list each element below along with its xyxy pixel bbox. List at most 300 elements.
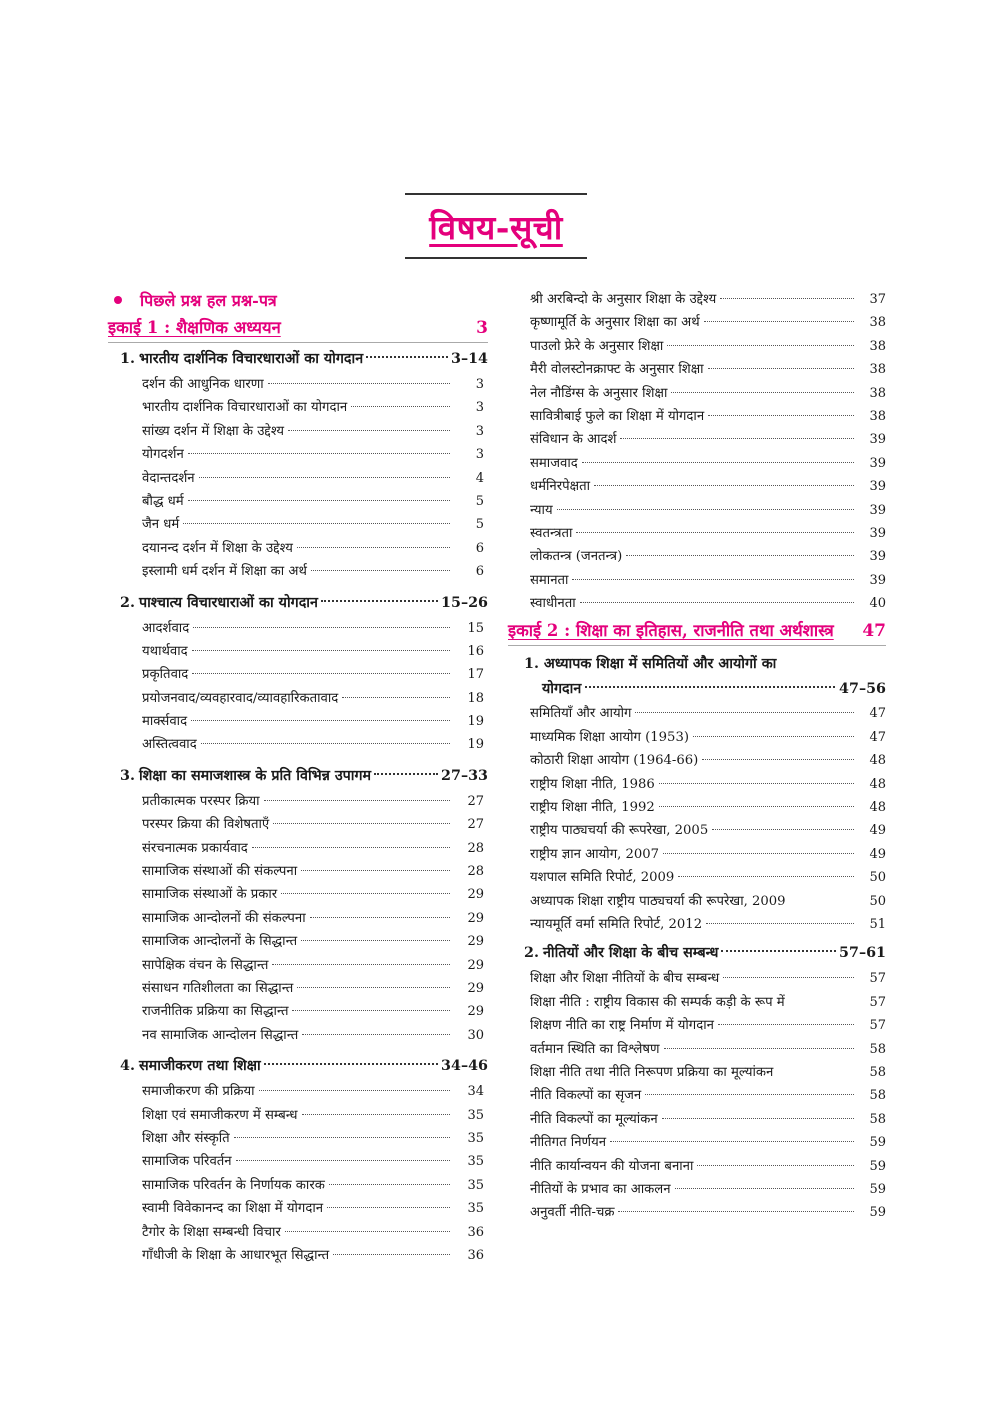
toc-entry-label: शिक्षा एवं समाजीकरण में सम्बन्ध [142, 1107, 298, 1123]
dot-leader [659, 783, 854, 784]
chapter-title: भारतीय दार्शनिक विचारधाराओं का योगदान [138, 351, 364, 367]
chapter-title-line2: योगदान [542, 681, 582, 698]
toc-entry-label: दयानन्द दर्शन में शिक्षा के उद्देश्य [142, 540, 293, 556]
chapter-page-range: 3–14 [451, 351, 488, 367]
unit-heading [508, 617, 886, 646]
dot-leader [302, 1114, 451, 1115]
dot-leader [234, 1137, 450, 1138]
toc-entry [508, 726, 886, 749]
toc-entry-label: वर्तमान स्थिति का विश्लेषण [530, 1041, 660, 1057]
toc-entry [108, 396, 488, 419]
toc-entry [508, 1061, 886, 1084]
toc-entry-page: 39 [869, 432, 886, 448]
toc-entry-page: 51 [869, 916, 886, 932]
chapter-title: पाश्चात्य विचारधाराओं का योगदान [138, 594, 318, 611]
toc-entry-page: 27 [467, 793, 484, 809]
toc-entry [108, 1174, 488, 1197]
toc-entry-page: 17 [467, 667, 484, 683]
previous-papers-label: पिछले प्रश्न हल प्रश्न-पत्र [140, 291, 277, 310]
dot-leader [302, 1034, 450, 1035]
dot-leader [706, 923, 854, 924]
toc-entry-page: 48 [869, 776, 886, 792]
toc-entry-label: अध्यापक शिक्षा राष्ट्रीय पाठ्यचर्या की रूपरेखा, 2009 [530, 893, 786, 909]
dot-leader [281, 893, 450, 894]
dot-leader [667, 345, 854, 346]
toc-entry-page: 29 [467, 887, 484, 903]
dot-leader [236, 1160, 450, 1161]
toc-entry-label: पाउलो फ्रेरे के अनुसार शिक्षा [530, 338, 664, 354]
toc-entry [508, 1038, 886, 1061]
toc-entry [508, 1155, 886, 1178]
toc-entry-page: 3 [475, 447, 484, 463]
toc-entry [508, 1014, 886, 1037]
toc-entry-page: 59 [869, 1205, 886, 1221]
toc-entry-page: 48 [869, 800, 886, 816]
dot-leader [702, 759, 854, 760]
toc-entry-label: कृष्णामूर्ति के अनुसार शिक्षा का अर्थ [530, 315, 700, 331]
toc-entry [508, 569, 886, 592]
toc-entry-label: सामाजिक संस्थाओं की संकल्पना [142, 864, 298, 880]
toc-entry-page: 47 [869, 706, 886, 722]
dot-leader [374, 773, 438, 775]
chapter-number: 3. [120, 767, 135, 784]
toc-entry-label: बौद्ध धर्म [142, 493, 184, 509]
dot-leader [188, 500, 450, 501]
toc-entry-label: समाजवाद [530, 455, 578, 471]
dot-leader [635, 712, 854, 713]
dot-leader [708, 415, 854, 416]
dot-leader [585, 686, 835, 688]
toc-entry-page: 57 [869, 971, 886, 987]
toc-entry-page: 19 [467, 737, 484, 753]
dot-leader [671, 392, 854, 393]
toc-entry-label: प्रकृतिवाद [142, 667, 189, 683]
toc-entry-label: प्रयोजनवाद/व्यवहारवाद/व्यावहारिकतावाद [142, 690, 339, 706]
dot-leader [594, 485, 854, 486]
chapter-number: 1. [120, 351, 135, 367]
toc-entry [508, 749, 886, 772]
toc-entry [108, 537, 488, 560]
toc-entry [108, 813, 488, 836]
toc-entry-label: टैगोर के शिक्षा सम्बन्धी विचार [142, 1224, 281, 1240]
dot-leader [252, 847, 450, 848]
toc-entry [508, 819, 886, 842]
toc-entry [108, 1244, 488, 1267]
toc-entry-page: 50 [869, 870, 886, 886]
toc-entry-label: नीति विकल्पों का मूल्यांकन [530, 1111, 658, 1127]
toc-entry-label: स्वामी विवेकानन्द का शिक्षा में योगदान [142, 1201, 324, 1217]
title-frame [405, 193, 587, 259]
toc-entry [508, 913, 886, 936]
chapter-page-range: 57–61 [839, 945, 886, 962]
toc-entry [508, 843, 886, 866]
toc-entry-page: 28 [467, 864, 484, 880]
chapter-entries [508, 967, 886, 1224]
toc-entry-label: नीति विकल्पों का सृजन [530, 1088, 642, 1104]
toc-entry-page: 57 [869, 994, 886, 1010]
toc-entry [508, 1201, 886, 1224]
toc-entry-label: संसाधन गतिशीलता का सिद्धान्त [142, 980, 294, 996]
dot-leader [663, 853, 854, 854]
dot-leader [704, 321, 854, 322]
toc-entry [508, 545, 886, 568]
toc-entry [508, 522, 886, 545]
toc-entry-page: 38 [869, 408, 886, 424]
toc-entry-page: 39 [869, 502, 886, 518]
toc-entry-label: न्याय [530, 502, 553, 518]
dot-leader [626, 555, 854, 556]
toc-entry-label: धर्मनिरपेक्षता [530, 479, 591, 495]
toc-entry-page: 29 [467, 957, 484, 973]
toc-entry [108, 490, 488, 513]
dot-leader [264, 1063, 438, 1065]
dot-leader [268, 383, 450, 384]
toc-entry-page: 39 [869, 572, 886, 588]
chapter-page-range: 47–56 [839, 681, 886, 698]
toc-entry-label: शिक्षण नीति का राष्ट्र निर्माण में योगदान [530, 1018, 714, 1034]
toc-entry [108, 1127, 488, 1150]
toc-entry [508, 405, 886, 428]
toc-entry-page: 28 [467, 840, 484, 856]
toc-entry-page: 59 [869, 1135, 886, 1151]
dot-leader [610, 1141, 854, 1142]
dot-leader [576, 532, 854, 533]
toc-entry [508, 796, 886, 819]
toc-entry [508, 1178, 886, 1201]
chapter-heading [108, 590, 488, 617]
toc-entry [508, 428, 886, 451]
toc-entry [108, 1197, 488, 1220]
toc-entry-label: समितियाँ और आयोग [530, 706, 632, 722]
toc-entry-label: नीति कार्यान्वयन की योजना बनाना [530, 1158, 694, 1174]
chapter-heading [508, 652, 886, 702]
chapter-page-range: 15–26 [441, 594, 488, 611]
toc-entry-page: 47 [869, 729, 886, 745]
toc-entry-label: भारतीय दार्शनिक विचारधाराओं का योगदान [142, 400, 348, 416]
dot-leader [273, 823, 450, 824]
dot-leader [201, 743, 450, 744]
dot-leader [311, 570, 450, 571]
toc-entry [508, 382, 886, 405]
toc-entry-label: यथार्थवाद [142, 643, 188, 659]
toc-entry-label: लोकतन्त्र (जनतन्त्र) [530, 549, 623, 565]
toc-entry-label: नेल नौडिंग्स के अनुसार शिक्षा [530, 385, 668, 401]
dot-leader [264, 800, 450, 801]
left-column [108, 288, 488, 1267]
dot-leader [272, 964, 450, 965]
toc-entry-label: यशपाल समिति रिपोर्ट, 2009 [530, 870, 675, 886]
toc-entry [108, 860, 488, 883]
chapter-page-range: 27–33 [441, 767, 488, 784]
dot-leader [678, 876, 854, 877]
toc-entry-page: 3 [475, 377, 484, 392]
dot-leader [333, 1254, 450, 1255]
toc-entry-page: 29 [467, 910, 484, 926]
chapter-number: 4. [120, 1058, 135, 1075]
toc-entry-label: नव सामाजिक आन्दोलन सिद्धान्त [142, 1027, 299, 1043]
toc-entry-label: माध्यमिक शिक्षा आयोग (1953) [530, 729, 689, 745]
dot-leader [285, 1231, 450, 1232]
dot-leader [301, 870, 450, 871]
chapter-page-range: 34–46 [441, 1058, 488, 1075]
toc-entry [108, 640, 488, 663]
toc-entry-page: 39 [869, 549, 886, 565]
dot-leader [718, 1024, 854, 1025]
toc-entry-label: न्यायमूर्ति वर्मा समिति रिपोर्ट, 2012 [530, 916, 703, 932]
dot-leader [342, 697, 450, 698]
toc-entry-page: 35 [467, 1130, 484, 1146]
chapter-title-line1: अध्यापक शिक्षा में समितियों और आयोगों का [543, 656, 777, 673]
chapter-heading [108, 346, 488, 373]
toc-entry [108, 420, 488, 443]
toc-entry-page: 3 [475, 400, 484, 416]
toc-entry-page: 59 [869, 1181, 886, 1197]
toc-entry-page: 58 [869, 1088, 886, 1104]
left-chapters [108, 346, 488, 1267]
toc-entry-label: सामाजिक आन्दोलनों के सिद्धान्त [142, 934, 298, 950]
toc-entry [108, 977, 488, 1000]
toc-entry-label: आदर्शवाद [142, 620, 190, 636]
toc-entry-label: श्री अरबिन्दो के अनुसार शिक्षा के उद्देश्य [530, 292, 717, 307]
toc-entry-label: संविधान के आदर्श [530, 432, 617, 448]
toc-entry-label: दर्शन की आधुनिक धारणा [142, 377, 264, 392]
right-column [508, 288, 886, 1225]
dot-leader [288, 430, 450, 431]
chapter-heading [108, 763, 488, 790]
toc-entry [508, 1084, 886, 1107]
toc-entry [508, 592, 886, 615]
toc-entry-label: स्वतन्त्रता [530, 525, 573, 541]
dot-leader [721, 950, 836, 952]
dot-leader [659, 806, 854, 807]
toc-entry-page: 58 [869, 1041, 886, 1057]
toc-entry [108, 1221, 488, 1244]
dot-leader [297, 547, 450, 548]
toc-entry-page: 35 [467, 1154, 484, 1170]
toc-entry-page: 38 [869, 362, 886, 378]
toc-entry-label: सापेक्षिक वंचन के सिद्धान्त [142, 957, 269, 973]
dot-leader [329, 1184, 450, 1185]
toc-entry [108, 883, 488, 906]
toc-entry-page: 27 [467, 817, 484, 833]
dot-leader [327, 1207, 450, 1208]
dot-leader [675, 1188, 854, 1189]
toc-entry-label: स्वाधीनता [530, 596, 576, 612]
toc-entry-label: कोठारी शिक्षा आयोग (1964-66) [530, 753, 699, 769]
toc-entry-page: 5 [475, 493, 484, 509]
toc-entry-page: 4 [475, 470, 484, 486]
toc-entry [108, 790, 488, 813]
toc-entry-label: सावित्रीबाई फुले का शिक्षा में योगदान [530, 408, 705, 424]
toc-entry-page: 37 [869, 292, 886, 307]
toc-entry-label: सामाजिक संस्थाओं के प्रकार [142, 887, 278, 903]
toc-entry [108, 373, 488, 396]
toc-entry-label: वेदान्तदर्शन [142, 470, 195, 486]
unit-heading [108, 314, 488, 343]
dot-leader [697, 1165, 854, 1166]
toc-entry-label: जैन धर्म [142, 517, 180, 533]
toc-entry-page: 36 [467, 1224, 484, 1240]
toc-entry [508, 991, 886, 1014]
toc-entry [108, 710, 488, 733]
toc-entry [108, 1150, 488, 1173]
toc-entry-page: 29 [467, 934, 484, 950]
toc-entry-page: 39 [869, 525, 886, 541]
toc-entry-page: 30 [467, 1027, 484, 1043]
toc-entry [108, 617, 488, 640]
toc-entry [508, 702, 886, 725]
dot-leader [720, 298, 854, 299]
toc-entry-page: 39 [869, 479, 886, 495]
toc-entry [108, 663, 488, 686]
toc-entry-label: समानता [530, 572, 569, 588]
dot-leader [301, 940, 450, 941]
chapter-title: समाजीकरण तथा शिक्षा [138, 1058, 261, 1075]
toc-entry-page: 38 [869, 338, 886, 354]
toc-entry [108, 1080, 488, 1103]
toc-entry-page: 35 [467, 1201, 484, 1217]
toc-entry [508, 890, 886, 913]
dot-leader [192, 673, 450, 674]
toc-entry [508, 866, 886, 889]
toc-entry-label: सांख्य दर्शन में शिक्षा के उद्देश्य [142, 423, 285, 439]
dot-leader [297, 987, 450, 988]
toc-entry-page: 29 [467, 1004, 484, 1020]
toc-entry [508, 358, 886, 381]
dot-leader [199, 477, 450, 478]
toc-entry [108, 560, 488, 583]
dot-leader [664, 1048, 854, 1049]
unit-page: 47 [862, 621, 886, 642]
dot-leader [292, 1010, 450, 1011]
dot-leader [193, 627, 450, 628]
toc-entry-label: इस्लामी धर्म दर्शन में शिक्षा का अर्थ [142, 564, 307, 580]
toc-entry-page: 40 [869, 596, 886, 612]
toc-entry-page: 35 [467, 1177, 484, 1193]
toc-entry-page: 48 [869, 753, 886, 769]
chapter-number: 2. [120, 594, 135, 611]
toc-entry [108, 1024, 488, 1047]
toc-entry [508, 773, 886, 796]
toc-entry-label: नीतियों के प्रभाव का आकलन [530, 1181, 671, 1197]
dot-leader [693, 736, 854, 737]
toc-entry-page: 39 [869, 455, 886, 471]
dot-leader [645, 1094, 854, 1095]
dot-leader [582, 462, 854, 463]
toc-entry-label: सामाजिक परिवर्तन के निर्णायक कारक [142, 1177, 325, 1193]
chapter-number: 2. [524, 945, 539, 962]
unit-page: 3 [476, 318, 488, 338]
toc-entry-label: शिक्षा और शिक्षा नीतियों के बीच सम्बन्ध [530, 971, 720, 987]
toc-entry-label: प्रतीकात्मक परस्पर क्रिया [142, 793, 260, 809]
toc-entry-page: 15 [467, 620, 484, 636]
toc-entry-page: 6 [475, 540, 484, 556]
dot-leader [723, 977, 854, 978]
toc-entry-page: 58 [869, 1111, 886, 1127]
toc-entry-page: 58 [869, 1064, 886, 1080]
page-title: विषय-सूची [429, 207, 563, 247]
toc-entry-label: शिक्षा नीति : राष्ट्रीय विकास की सम्पर्क कड़ी के रूप में [530, 994, 785, 1010]
chapter-number: 1. [524, 656, 539, 673]
toc-entry [108, 443, 488, 466]
toc-entry-label: राजनीतिक प्रक्रिया का सिद्धान्त [142, 1004, 289, 1020]
dot-leader [259, 1090, 450, 1091]
dot-leader [183, 523, 450, 524]
chapter-heading [508, 940, 886, 967]
dot-leader [580, 602, 854, 603]
toc-entry-label: शिक्षा और संस्कृति [142, 1130, 230, 1146]
toc-entry [108, 1000, 488, 1023]
unit-label: इकाई 2 : शिक्षा का इतिहास, राजनीति तथा अर्थशास्त्र [508, 621, 834, 641]
toc-entry [508, 1108, 886, 1131]
toc-entry [508, 967, 886, 990]
toc-entry-label: नीतिगत निर्णयन [530, 1135, 607, 1151]
toc-entry-label: योगदर्शन [142, 447, 184, 463]
toc-entry-label: शिक्षा नीति तथा नीति निरूपण प्रक्रिया का मूल्यांकन [530, 1064, 774, 1080]
toc-entry-page: 3 [475, 423, 484, 439]
toc-entry-label: मार्क्सवाद [142, 714, 188, 730]
toc-entry-label: सामाजिक आन्दोलनों की संकल्पना [142, 910, 306, 926]
toc-entry-label: अस्तित्ववाद [142, 737, 197, 753]
toc-entry-label: समाजीकरण की प्रक्रिया [142, 1084, 255, 1100]
dot-leader [191, 720, 450, 721]
toc-entry-label: संरचनात्मक प्रकार्यवाद [142, 840, 248, 856]
toc-entry-page: 49 [869, 823, 886, 839]
toc-entry [108, 687, 488, 710]
toc-entry [508, 475, 886, 498]
dot-leader [192, 650, 450, 651]
toc-entry-page: 57 [869, 1018, 886, 1034]
toc-entry-page: 29 [467, 980, 484, 996]
dot-leader [662, 1118, 854, 1119]
chapter-entries [508, 702, 886, 936]
toc-entry [108, 930, 488, 953]
toc-entry [508, 452, 886, 475]
previous-papers-heading [108, 288, 488, 314]
toc-entry-page: 59 [869, 1158, 886, 1174]
toc-entry-page: 35 [467, 1107, 484, 1123]
toc-entry [508, 1131, 886, 1154]
unit-label: इकाई 1 : शैक्षणिक अध्ययन [108, 318, 281, 337]
dot-leader [708, 368, 854, 369]
toc-entry [108, 907, 488, 930]
toc-entry-label: अनुवर्ती नीति-चक्र [530, 1205, 615, 1221]
right-top-entries [508, 288, 886, 615]
toc-entry-label: गाँधीजी के शिक्षा के आधारभूत सिद्धान्त [142, 1247, 330, 1263]
toc-entry [108, 837, 488, 860]
toc-entry-label: राष्ट्रीय शिक्षा नीति, 1986 [530, 776, 655, 792]
toc-entry [508, 499, 886, 522]
toc-entry-label: सामाजिक परिवर्तन [142, 1154, 232, 1170]
toc-entry [108, 513, 488, 536]
toc-entry-page: 6 [475, 564, 484, 580]
dot-leader [188, 453, 450, 454]
chapter-title: शिक्षा का समाजशास्त्र के प्रति विभिन्न उपागम [138, 767, 372, 784]
toc-entry-page: 18 [467, 690, 484, 706]
toc-entry-page: 50 [869, 893, 886, 909]
toc-entry [508, 311, 886, 334]
toc-entry-page: 38 [869, 315, 886, 331]
dot-leader [310, 917, 450, 918]
toc-entry-page: 36 [467, 1247, 484, 1263]
dot-leader [351, 406, 450, 407]
toc-entry-label: राष्ट्रीय पाठ्यचर्या की रूपरेखा, 2005 [530, 823, 709, 839]
toc-entry-page: 5 [475, 517, 484, 533]
toc-entry-page: 16 [467, 643, 484, 659]
dot-leader [618, 1211, 854, 1212]
dot-leader [620, 438, 854, 439]
toc-entry [108, 1104, 488, 1127]
